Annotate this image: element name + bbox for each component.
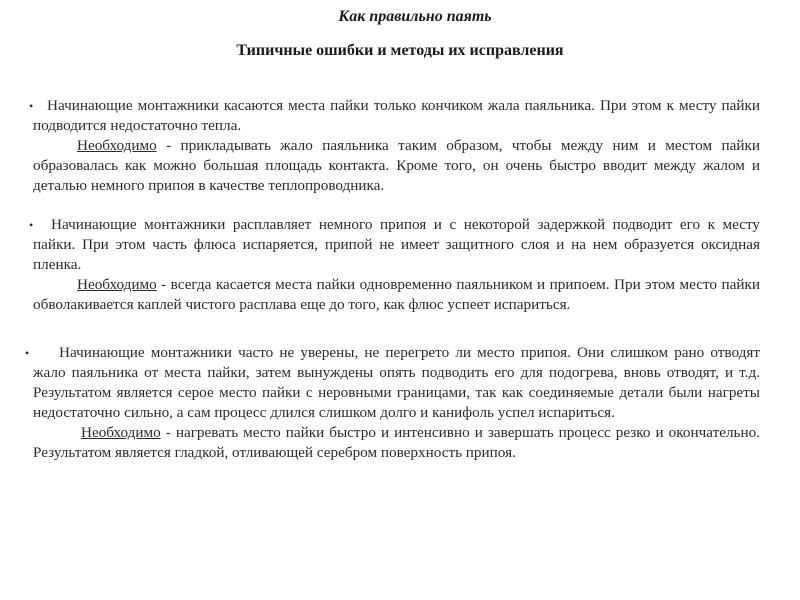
- solution-description: - прикладывать жало паяльника таким образом, чтобы между ним и местом пайки образовалась как можно большая площадь контакта. Кроме того, он очень быстро вводит между жалом и деталью немного припоя в качестве теплопроводника.: [33, 137, 760, 194]
- solution-description: - всегда касается места пайки одновременно паяльником и припоем. При этом место пайки обволакивается каплей чистого расплава еще до того, как флюс успеет испариться.: [33, 276, 760, 313]
- solution-description: - нагревать место пайки быстро и интенсивно и завершать процесс резко и окончательно. Результатом является гладкой, отливающей серебром поверхность припоя.: [33, 424, 760, 461]
- problem-description: Начинающие монтажники касаются места пайки только кончиком жала паяльника. При этом к месту пайки подводится недостаточно тепла.: [33, 97, 760, 134]
- error-item-1: [29, 96, 760, 196]
- page-subtitle: Типичные ошибки и методы их исправления: [236, 42, 564, 59]
- problem-description: Начинающие монтажники расплавляет немного припоя и с некоторой задержкой подводит его к месту пайки. При этом часть флюса испаряется, припой не имеет защитного слоя и на нем образуется оксидная пленка.: [33, 216, 760, 273]
- problem-text: [29, 96, 760, 136]
- bullet-icon: •: [29, 218, 34, 232]
- page-title: Как правильно паять: [338, 8, 492, 25]
- problem-text: [25, 343, 760, 423]
- solution-label: Необходимо: [81, 424, 161, 441]
- error-item-3: [25, 343, 760, 463]
- problem-description: Начинающие монтажники часто не уверены, не перегрето ли место припоя. Они слишком рано отводят жало паяльника от места пайки, затем вынуждены опять подводить его для подогрева, вновь отводят, и т.д. Результатом является серое место пайки с неровными границами, так как соединяемые детали были нагреты недостаточно сильно, а сам процесс длился слишком долго и канифоль успел испариться.: [33, 344, 760, 421]
- solution-text: [33, 423, 760, 463]
- error-item-2: [29, 215, 760, 315]
- problem-text: [29, 215, 760, 275]
- bullet-icon: •: [25, 346, 30, 360]
- bullet-icon: •: [29, 99, 34, 113]
- solution-text: [33, 136, 760, 196]
- solution-label: Необходимо: [77, 137, 157, 154]
- solution-label: Необходимо: [77, 276, 157, 293]
- solution-text: [33, 275, 760, 315]
